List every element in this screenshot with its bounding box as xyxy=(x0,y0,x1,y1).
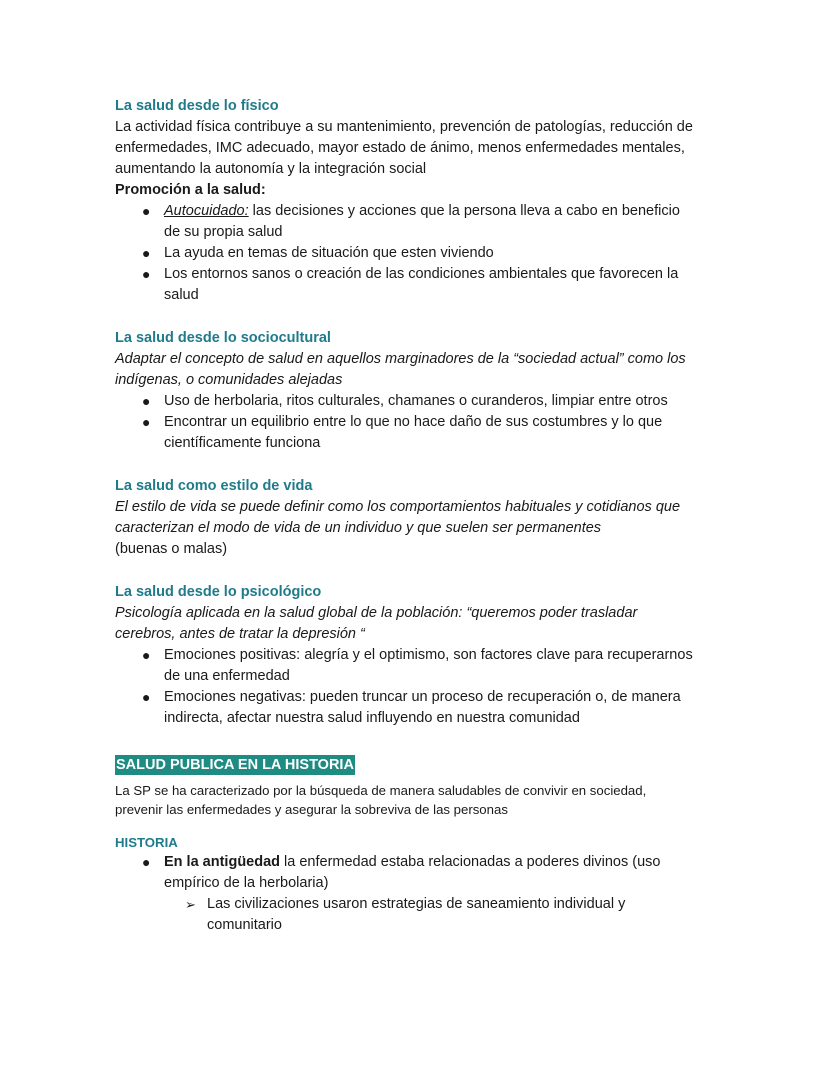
document-page xyxy=(115,96,695,936)
list-historia xyxy=(115,852,695,894)
subheading-promocion: Promoción a la salud: xyxy=(115,182,266,198)
list-psicologico xyxy=(115,645,695,729)
list-promocion xyxy=(115,201,695,306)
list-item-text: la enfermedad estaba relacionadas a poderes divinos (uso empírico de la herbolaria) xyxy=(164,854,661,891)
heading-psicologico: La salud desde lo psicológico xyxy=(115,584,322,600)
list-item-text: Las civilizaciones usaron estrategias de saneamiento individual y comunitario xyxy=(207,896,626,933)
bullet-icon: ● xyxy=(142,393,151,409)
heading-estilo-vida: La salud como estilo de vida xyxy=(115,478,313,494)
list-item-text: Emociones positivas: alegría y el optimismo, son factores clave para recuperarnos de una enfermedad xyxy=(164,647,693,684)
term-antiguedad: En la antigüedad xyxy=(164,854,281,870)
list-item xyxy=(115,645,695,687)
paragraph-psicologico: Psicología aplicada en la salud global de la población: “queremos poder trasladar cerebros, antes de tratar la depresión “ xyxy=(115,605,638,642)
bullet-icon: ● xyxy=(142,854,151,870)
list-item xyxy=(115,243,695,264)
heading-sociocultural: La salud desde lo sociocultural xyxy=(115,330,331,346)
list-item xyxy=(115,264,695,306)
term-autocuidado: Autocuidado: xyxy=(164,203,249,219)
bullet-icon: ● xyxy=(142,414,151,430)
list-item xyxy=(115,201,695,243)
bullet-icon: ● xyxy=(142,203,151,219)
list-item xyxy=(115,412,695,454)
list-item xyxy=(115,687,695,729)
paragraph-fisico: La actividad física contribuye a su mantenimiento, prevención de patologías, reducción de enfermedades, IMC adecuado, mayor estado de ánimo, menos enfermedades mentales, aumentando la autonomía y la integración social xyxy=(115,119,693,177)
list-item xyxy=(115,852,695,894)
paragraph-salud-publica: La SP se ha caracterizado por la búsqueda de manera saludables de convivir en sociedad, prevenir las enfermedades y asegurar la sobreviva de las personas xyxy=(115,783,647,817)
list-item-text: Uso de herbolaria, ritos culturales, chamanes o curanderos, limpiar entre otros xyxy=(164,393,668,409)
list-item-text: Los entornos sanos o creación de las condiciones ambientales que favorecen la salud xyxy=(164,266,679,303)
list-item xyxy=(115,391,695,412)
list-item-text: La ayuda en temas de situación que esten viviendo xyxy=(164,245,494,261)
list-sociocultural xyxy=(115,391,695,454)
list-item xyxy=(115,894,695,936)
paragraph-estilo-vida-tail: (buenas o malas) xyxy=(115,541,228,557)
bullet-icon: ● xyxy=(142,245,151,261)
paragraph-estilo-vida: El estilo de vida se puede definir como los comportamientos habituales y cotidianos que caracterizan el modo de vida de un individuo y que suelen ser permanentes xyxy=(115,499,681,536)
list-item-text: Emociones negativas: pueden truncar un proceso de recuperación o, de manera indirecta, afectar nuestra salud influyendo en nuestra comunidad xyxy=(164,689,681,726)
bullet-icon: ● xyxy=(142,266,151,282)
heading-salud-publica: SALUD PUBLICA EN LA HISTORIA xyxy=(116,757,354,773)
list-item-text: Encontrar un equilibrio entre lo que no hace daño de sus costumbres y lo que científicamente funciona xyxy=(164,414,663,451)
bullet-icon: ● xyxy=(142,647,151,663)
arrow-bullet-icon: ➢ xyxy=(185,897,196,912)
list-item-text: las decisiones y acciones que la persona lleva a cabo en beneficio de su propia salud xyxy=(164,203,680,240)
heading-fisico: La salud desde lo físico xyxy=(115,98,279,114)
bullet-icon: ● xyxy=(142,689,151,705)
subheading-historia: HISTORIA xyxy=(115,835,178,850)
paragraph-sociocultural: Adaptar el concepto de salud en aquellos marginadores de la “sociedad actual” como los indígenas, o comunidades alejadas xyxy=(115,351,686,388)
sublist-historia xyxy=(115,894,695,936)
